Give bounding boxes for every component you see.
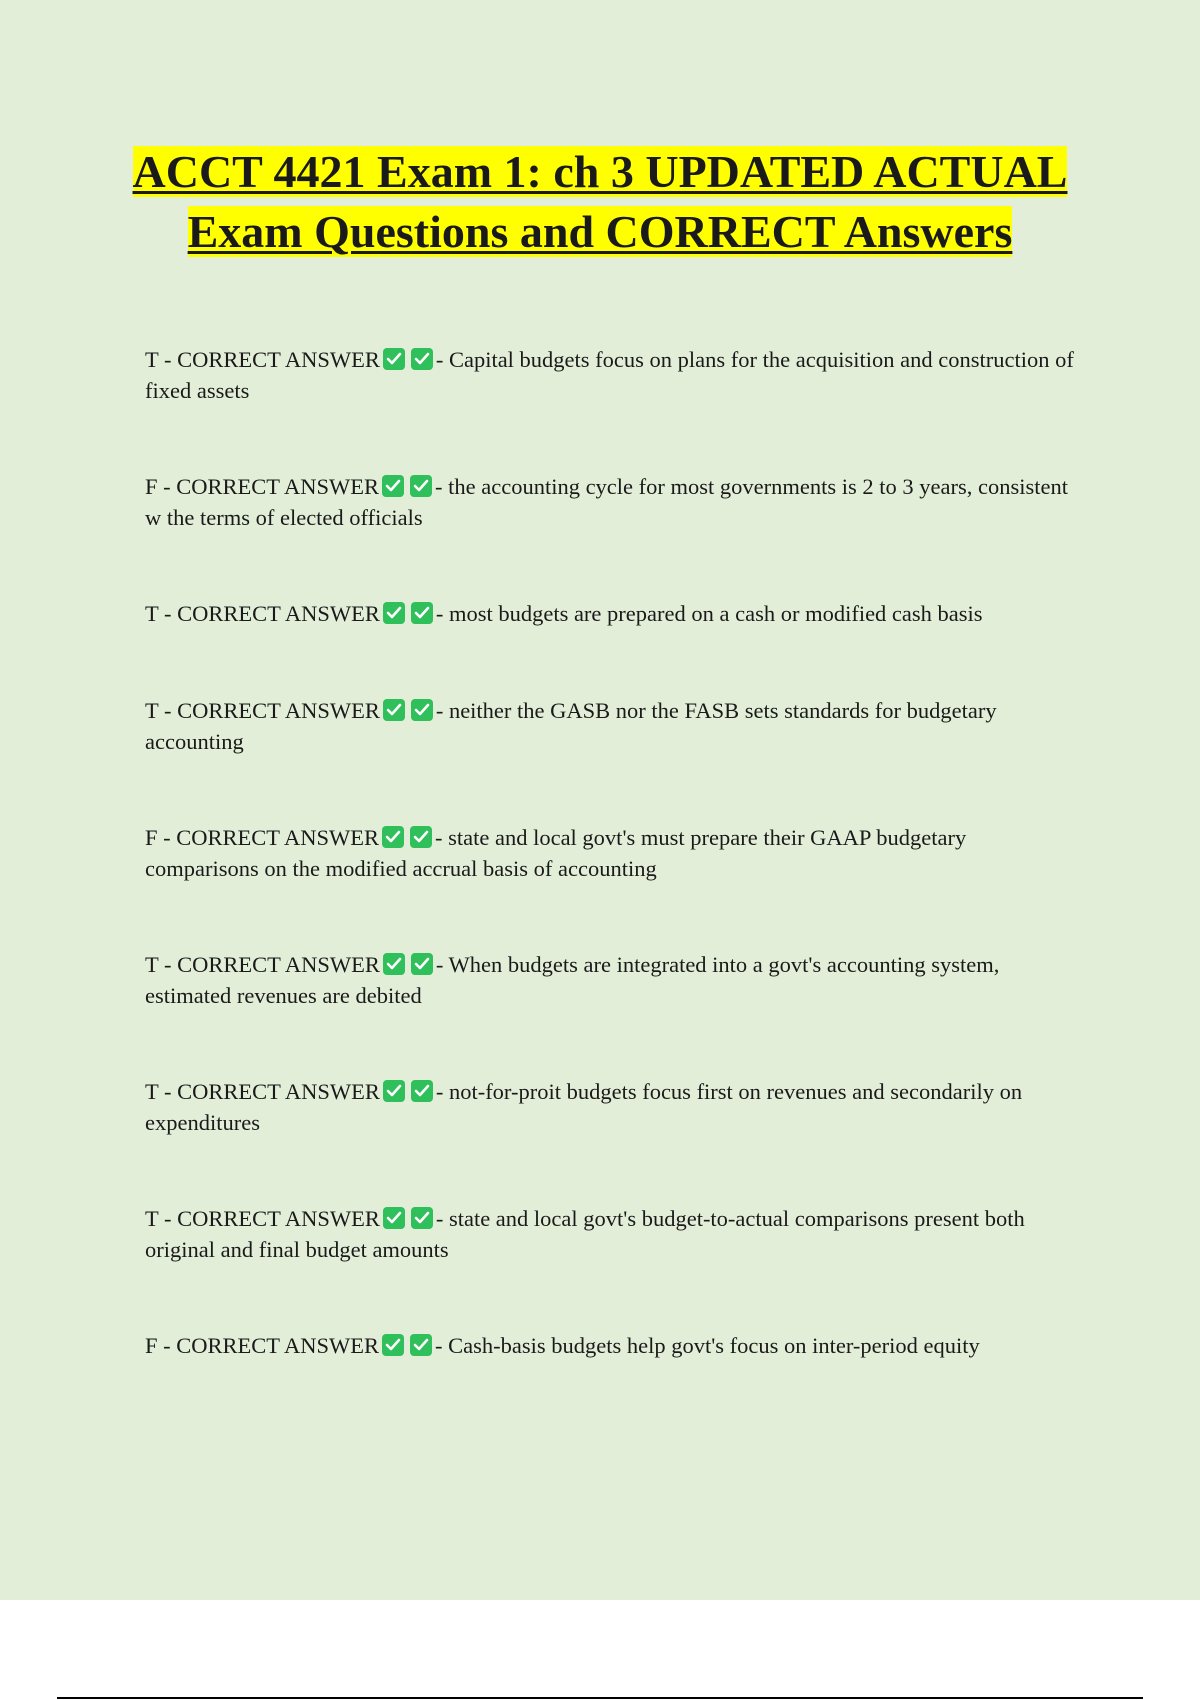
- check-mark-icon: [383, 1207, 405, 1229]
- qa-item-8: [145, 1203, 1085, 1265]
- check-mark-icon: [410, 475, 432, 497]
- qa-item-5: [145, 822, 1085, 884]
- answer-label: F - CORRECT ANSWER: [145, 474, 379, 499]
- check-mark-icon: [382, 475, 404, 497]
- question-text: - the accounting cycle for most governments is 2 to 3 years, consistent w the terms of elected officials: [145, 474, 1068, 530]
- title-text: ACCT 4421 Exam 1: ch 3 UPDATED ACTUAL Exam Questions and CORRECT Answers: [132, 146, 1068, 257]
- qa-item-4: [145, 695, 1085, 757]
- check-mark-icon: [411, 953, 433, 975]
- check-mark-icon: [383, 953, 405, 975]
- qa-item-9: [145, 1330, 1085, 1361]
- check-mark-icon: [383, 348, 405, 370]
- question-text: - most budgets are prepared on a cash or modified cash basis: [435, 601, 983, 626]
- check-mark-icon: [411, 1207, 433, 1229]
- check-mark-icon: [411, 1080, 433, 1102]
- answer-label: T - CORRECT ANSWER: [145, 347, 380, 372]
- question-text: - When budgets are integrated into a govt's accounting system, estimated revenues are debited: [145, 952, 1000, 1008]
- check-mark-icon: [411, 602, 433, 624]
- question-text: - state and local govt's budget-to-actual comparisons present both original and final budget amounts: [145, 1206, 1025, 1262]
- check-mark-icon: [383, 1080, 405, 1102]
- footer-divider: [57, 1697, 1143, 1699]
- question-text: - Cash-basis budgets help govt's focus on inter-period equity: [435, 1333, 980, 1358]
- question-text: - not-for-proit budgets focus first on revenues and secondarily on expenditures: [145, 1079, 1023, 1135]
- qa-item-6: [145, 949, 1085, 1011]
- answer-label: T - CORRECT ANSWER: [145, 601, 380, 626]
- check-mark-icon: [411, 348, 433, 370]
- check-mark-icon: [382, 826, 404, 848]
- check-mark-icon: [410, 1334, 432, 1356]
- check-mark-icon: [410, 826, 432, 848]
- question-text: - state and local govt's must prepare their GAAP budgetary comparisons on the modified accrual basis of accounting: [145, 825, 967, 881]
- answer-label: F - CORRECT ANSWER: [145, 1333, 379, 1358]
- answer-label: T - CORRECT ANSWER: [145, 952, 380, 977]
- check-mark-icon: [383, 602, 405, 624]
- question-text: - neither the GASB nor the FASB sets standards for budgetary accounting: [145, 698, 997, 754]
- page-title: [100, 142, 1100, 262]
- answer-label: T - CORRECT ANSWER: [145, 698, 380, 723]
- question-text: - Capital budgets focus on plans for the acquisition and construction of fixed assets: [145, 347, 1074, 403]
- check-mark-icon: [382, 1334, 404, 1356]
- check-mark-icon: [411, 699, 433, 721]
- qa-item-7: [145, 1076, 1085, 1138]
- answer-label: T - CORRECT ANSWER: [145, 1079, 380, 1104]
- qa-item-1: [145, 344, 1085, 406]
- qa-item-3: [145, 598, 1085, 629]
- answer-label: T - CORRECT ANSWER: [145, 1206, 380, 1231]
- check-mark-icon: [383, 699, 405, 721]
- answer-label: F - CORRECT ANSWER: [145, 825, 379, 850]
- qa-item-2: [145, 471, 1085, 533]
